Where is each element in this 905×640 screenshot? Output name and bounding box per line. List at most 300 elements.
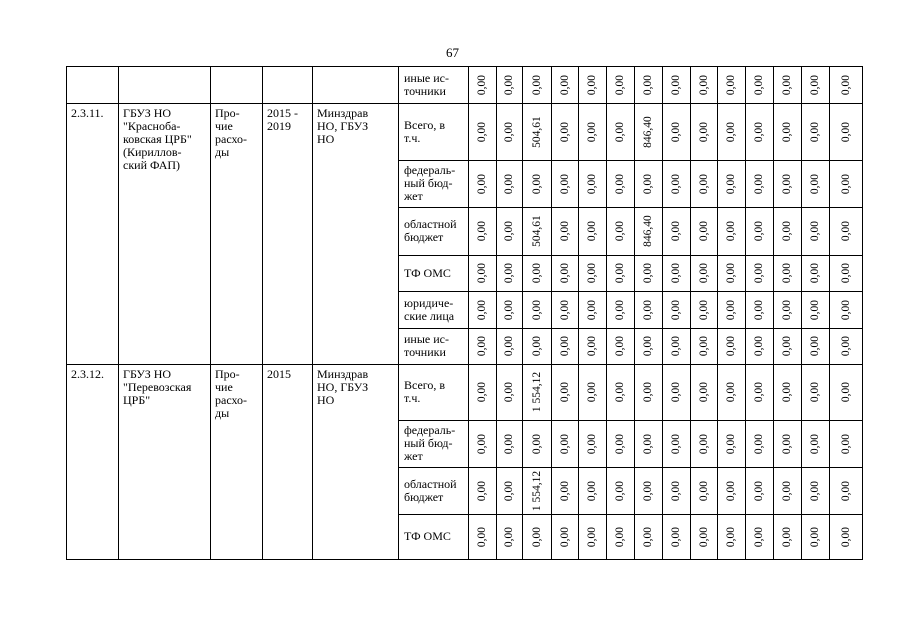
- value-text: 0,00: [503, 433, 515, 454]
- value-cell: [468, 467, 496, 514]
- value-cell: [551, 66, 578, 103]
- value-text: 0,00: [558, 121, 571, 142]
- value-cell: [634, 328, 662, 364]
- value-text: 0,00: [476, 335, 488, 357]
- value-cell: [634, 291, 662, 328]
- value-text: 0,00: [586, 335, 598, 357]
- value-cell: [773, 328, 801, 364]
- value-text: 0,00: [839, 480, 852, 501]
- funding-source-label: областной бюджет: [404, 476, 457, 504]
- value-text: 0,00: [530, 299, 543, 320]
- value-cell: [690, 255, 717, 291]
- value-text: 0,00: [642, 299, 654, 320]
- value-cell: [745, 160, 773, 207]
- value-cell: [496, 207, 522, 255]
- value-text: 0,00: [781, 262, 793, 284]
- value-text: 0,00: [530, 262, 543, 284]
- value-text: 0,00: [781, 220, 793, 242]
- value-text: 0,00: [503, 335, 515, 357]
- funding-source-label: ТФ ОМС: [404, 529, 451, 543]
- value-cell: [690, 207, 717, 255]
- value-cell: [578, 467, 606, 514]
- value-text: 0,00: [642, 433, 654, 454]
- value-text: 0,00: [809, 299, 821, 320]
- value-cell: [690, 66, 717, 103]
- value-cell: [829, 66, 862, 103]
- value-cell: [745, 328, 773, 364]
- value-text: 0,00: [839, 262, 852, 284]
- value-cell: [829, 255, 862, 291]
- value-cell: [829, 160, 862, 207]
- value-text: 0,00: [530, 335, 543, 357]
- value-text: 0,00: [809, 526, 821, 547]
- funding-source-label: федераль- ный бюд- жет: [404, 163, 456, 203]
- value-text: 0,00: [697, 173, 710, 194]
- funding-source-label: ТФ ОМС: [404, 265, 451, 280]
- value-text: 0,00: [670, 480, 682, 501]
- value-cell: [801, 207, 829, 255]
- value-text: 0,00: [839, 381, 852, 403]
- value-text: 0,00: [781, 480, 793, 501]
- value-cell: [606, 328, 634, 364]
- value-text: 0,00: [725, 220, 737, 242]
- value-text: 504,61: [530, 215, 543, 247]
- value-text: 0,00: [670, 526, 682, 547]
- funding-source-label: юридиче- ские лица: [404, 295, 455, 323]
- value-text: 0,00: [476, 381, 488, 403]
- value-text: 0,00: [753, 74, 765, 95]
- value-text: 0,00: [476, 526, 488, 547]
- value-cell: [606, 66, 634, 103]
- value-text: 0,00: [503, 121, 515, 142]
- value-text: 0,00: [839, 335, 852, 357]
- value-text: 0,00: [670, 335, 682, 357]
- value-text: 0,00: [503, 74, 515, 95]
- value-text: 0,00: [530, 173, 543, 194]
- value-cell: [496, 328, 522, 364]
- value-text: 0,00: [753, 480, 765, 501]
- value-cell: [745, 467, 773, 514]
- table-grid-line: [578, 66, 579, 560]
- value-cell: [578, 66, 606, 103]
- table-grid-line: [551, 66, 552, 560]
- value-cell: [717, 420, 745, 467]
- value-text: 0,00: [697, 220, 710, 242]
- value-cell: [522, 255, 551, 291]
- value-text: 0,00: [476, 173, 488, 194]
- table-grid-line: [522, 66, 523, 560]
- value-cell: [634, 160, 662, 207]
- value-cell: [634, 103, 662, 160]
- value-text: 0,00: [642, 262, 654, 284]
- value-cell: [829, 103, 862, 160]
- value-cell: [662, 160, 690, 207]
- value-text: 0,00: [725, 262, 737, 284]
- value-cell: [801, 328, 829, 364]
- value-text: 0,00: [809, 433, 821, 454]
- value-cell: [801, 467, 829, 514]
- value-text: 0,00: [670, 433, 682, 454]
- value-text: 0,00: [697, 299, 710, 320]
- value-cell: [522, 291, 551, 328]
- value-text: 0,00: [614, 433, 626, 454]
- value-text: 0,00: [725, 121, 737, 142]
- value-text: 0,00: [586, 173, 598, 194]
- value-text: 0,00: [476, 121, 488, 142]
- value-cell: [522, 514, 551, 559]
- value-cell: [468, 514, 496, 559]
- value-text: 0,00: [586, 262, 598, 284]
- value-cell: [801, 514, 829, 559]
- value-cell: [551, 160, 578, 207]
- value-text: 0,00: [697, 526, 710, 547]
- value-cell: [745, 207, 773, 255]
- value-cell: [578, 103, 606, 160]
- table-grid-line: [118, 66, 119, 560]
- value-text: 0,00: [839, 173, 852, 194]
- value-text: 0,00: [670, 173, 682, 194]
- value-text: 846,40: [642, 115, 654, 148]
- value-text: 0,00: [753, 121, 765, 142]
- value-cell: [829, 514, 862, 559]
- value-text: 0,00: [725, 381, 737, 403]
- value-cell: [551, 364, 578, 420]
- value-text: 0,00: [670, 74, 682, 95]
- value-cell: [662, 66, 690, 103]
- value-text: 0,00: [558, 526, 571, 547]
- value-text: 0,00: [614, 74, 626, 95]
- value-text: 0,00: [781, 381, 793, 403]
- table-grid-line: [66, 66, 67, 560]
- value-text: 0,00: [503, 381, 515, 403]
- value-text: 0,00: [809, 335, 821, 357]
- value-cell: [468, 255, 496, 291]
- value-cell: [717, 207, 745, 255]
- value-text: 0,00: [476, 262, 488, 284]
- value-text: 0,00: [614, 526, 626, 547]
- value-cell: [606, 207, 634, 255]
- value-cell: [801, 420, 829, 467]
- table-grid-line: [717, 66, 718, 560]
- value-text: 0,00: [697, 121, 710, 142]
- funding-source-label: иные ис- точники: [404, 332, 449, 359]
- value-text: 0,00: [476, 74, 488, 95]
- value-text: 0,00: [725, 526, 737, 547]
- value-cell: [551, 467, 578, 514]
- value-text: 0,00: [725, 299, 737, 320]
- funding-source-label: иные ис- точники: [404, 70, 449, 98]
- value-text: 0,00: [614, 335, 626, 357]
- expense-type: Про- чие расхо- ды: [215, 368, 248, 420]
- table-grid-line: [66, 103, 863, 104]
- value-cell: [496, 364, 522, 420]
- value-text: 0,00: [753, 173, 765, 194]
- value-text: 0,00: [586, 526, 598, 547]
- value-text: 0,00: [586, 74, 598, 95]
- value-text: 0,00: [781, 74, 793, 95]
- value-text: 0,00: [503, 220, 515, 242]
- value-text: 0,00: [503, 262, 515, 284]
- value-cell: [829, 467, 862, 514]
- funding-source-label: областной бюджет: [404, 217, 457, 244]
- value-text: 0,00: [839, 121, 852, 142]
- value-text: 0,00: [558, 480, 571, 501]
- value-cell: [662, 328, 690, 364]
- executor: Минздрав НО, ГБУЗ НО: [317, 107, 369, 146]
- value-text: 0,00: [670, 299, 682, 320]
- period: 2015: [267, 368, 291, 381]
- value-cell: [496, 103, 522, 160]
- value-text: 0,00: [697, 433, 710, 454]
- value-text: 0,00: [809, 262, 821, 284]
- funding-source-label: Всего, в т.ч.: [404, 378, 446, 405]
- item-number: 2.3.11.: [71, 107, 104, 120]
- value-text: 0,00: [476, 220, 488, 242]
- funding-source-label: федераль- ный бюд- жет: [404, 423, 456, 463]
- value-cell: [468, 364, 496, 420]
- value-cell: [496, 255, 522, 291]
- value-cell: [690, 420, 717, 467]
- value-cell: [634, 207, 662, 255]
- value-cell: [801, 103, 829, 160]
- value-text: 0,00: [670, 381, 682, 403]
- value-cell: [496, 160, 522, 207]
- value-cell: [773, 364, 801, 420]
- value-cell: [717, 514, 745, 559]
- value-text: 0,00: [558, 74, 571, 95]
- value-text: 0,00: [586, 121, 598, 142]
- value-cell: [829, 420, 862, 467]
- institution-name: ГБУЗ НО "Перевозская ЦРБ": [123, 368, 192, 407]
- value-text: 0,00: [530, 74, 543, 95]
- value-cell: [522, 207, 551, 255]
- value-text: 0,00: [586, 480, 598, 501]
- value-text: 0,00: [642, 74, 654, 95]
- table-grid-line: [312, 66, 313, 560]
- value-text: 0,00: [725, 335, 737, 357]
- value-cell: [551, 103, 578, 160]
- table-grid-line: [690, 66, 691, 560]
- value-cell: [522, 160, 551, 207]
- value-text: 0,00: [642, 335, 654, 357]
- value-text: 0,00: [781, 526, 793, 547]
- value-text: 0,00: [586, 299, 598, 320]
- value-text: 0,00: [586, 433, 598, 454]
- value-cell: [468, 66, 496, 103]
- value-cell: [745, 66, 773, 103]
- value-text: 0,00: [586, 220, 598, 242]
- value-cell: [801, 66, 829, 103]
- table-grid-line: [398, 66, 399, 560]
- value-cell: [634, 420, 662, 467]
- value-cell: [468, 103, 496, 160]
- value-cell: [773, 255, 801, 291]
- value-text: 0,00: [725, 433, 737, 454]
- value-cell: [801, 364, 829, 420]
- value-text: 0,00: [725, 480, 737, 501]
- value-cell: [522, 420, 551, 467]
- value-cell: [606, 255, 634, 291]
- value-text: 0,00: [558, 433, 571, 454]
- table-grid-line: [210, 66, 211, 560]
- value-cell: [551, 420, 578, 467]
- value-cell: [829, 291, 862, 328]
- value-cell: [522, 364, 551, 420]
- value-cell: [522, 328, 551, 364]
- table-grid-line: [801, 66, 802, 560]
- value-cell: [634, 364, 662, 420]
- period: 2015 - 2019: [267, 107, 298, 133]
- value-cell: [496, 66, 522, 103]
- value-text: 1 554,12: [530, 371, 543, 413]
- value-text: 0,00: [809, 121, 821, 142]
- value-cell: [662, 364, 690, 420]
- value-text: 0,00: [697, 335, 710, 357]
- value-cell: [662, 514, 690, 559]
- value-text: 0,00: [725, 74, 737, 95]
- value-cell: [634, 255, 662, 291]
- value-text: 0,00: [503, 526, 515, 547]
- value-text: 0,00: [697, 74, 710, 95]
- value-text: 0,00: [753, 335, 765, 357]
- value-text: 0,00: [809, 220, 821, 242]
- table-grid-line: [262, 66, 263, 560]
- value-cell: [578, 255, 606, 291]
- value-text: 0,00: [753, 220, 765, 242]
- value-cell: [801, 255, 829, 291]
- page-number: 67: [446, 45, 459, 60]
- table-grid-line: [606, 66, 607, 560]
- value-cell: [745, 291, 773, 328]
- value-cell: [578, 291, 606, 328]
- value-text: 0,00: [586, 381, 598, 403]
- value-text: 0,00: [670, 220, 682, 242]
- institution-name: ГБУЗ НО "Красноба- ковская ЦРБ" (Кириллов- ский ФАП): [123, 107, 192, 172]
- value-cell: [468, 291, 496, 328]
- value-cell: [468, 160, 496, 207]
- value-cell: [662, 207, 690, 255]
- value-text: 1 554,12: [530, 470, 543, 511]
- value-text: 0,00: [781, 299, 793, 320]
- value-cell: [773, 160, 801, 207]
- value-text: 0,00: [753, 381, 765, 403]
- value-cell: [829, 364, 862, 420]
- value-cell: [801, 291, 829, 328]
- value-text: 0,00: [503, 480, 515, 501]
- value-text: 0,00: [753, 526, 765, 547]
- value-text: 0,00: [753, 433, 765, 454]
- value-cell: [634, 66, 662, 103]
- value-text: 0,00: [697, 262, 710, 284]
- value-cell: [717, 160, 745, 207]
- item-number: 2.3.12.: [71, 368, 104, 381]
- value-cell: [578, 207, 606, 255]
- value-text: 0,00: [558, 262, 571, 284]
- value-text: 0,00: [670, 262, 682, 284]
- value-cell: [551, 207, 578, 255]
- value-cell: [522, 103, 551, 160]
- value-cell: [551, 291, 578, 328]
- value-cell: [745, 103, 773, 160]
- value-cell: [829, 207, 862, 255]
- table-grid-line: [66, 364, 863, 365]
- value-text: 504,61: [530, 115, 543, 148]
- value-cell: [634, 514, 662, 559]
- value-cell: [690, 467, 717, 514]
- value-cell: [578, 160, 606, 207]
- value-text: 0,00: [809, 74, 821, 95]
- table-grid-line: [468, 66, 469, 560]
- value-cell: [690, 103, 717, 160]
- value-text: 0,00: [753, 262, 765, 284]
- value-text: 0,00: [725, 173, 737, 194]
- value-cell: [606, 467, 634, 514]
- value-text: 0,00: [670, 121, 682, 142]
- value-cell: [662, 291, 690, 328]
- value-cell: [496, 467, 522, 514]
- value-text: 0,00: [614, 121, 626, 142]
- table-grid-line: [66, 66, 863, 67]
- funding-source-label: Всего, в т.ч.: [404, 117, 446, 145]
- value-cell: [717, 328, 745, 364]
- value-text: 0,00: [503, 173, 515, 194]
- table-grid-line: [662, 66, 663, 560]
- value-cell: [717, 291, 745, 328]
- value-cell: [690, 514, 717, 559]
- value-cell: [578, 514, 606, 559]
- value-cell: [745, 255, 773, 291]
- value-text: 0,00: [558, 299, 571, 320]
- value-cell: [606, 291, 634, 328]
- value-text: 0,00: [558, 220, 571, 242]
- value-text: 0,00: [614, 262, 626, 284]
- value-cell: [606, 103, 634, 160]
- value-cell: [551, 255, 578, 291]
- value-cell: [496, 420, 522, 467]
- value-cell: [606, 420, 634, 467]
- value-cell: [634, 467, 662, 514]
- value-text: 0,00: [809, 173, 821, 194]
- value-cell: [773, 66, 801, 103]
- value-cell: [662, 255, 690, 291]
- value-cell: [745, 364, 773, 420]
- value-text: 0,00: [614, 480, 626, 501]
- value-text: 0,00: [697, 480, 710, 501]
- value-text: 0,00: [558, 173, 571, 194]
- value-cell: [662, 467, 690, 514]
- table-grid-line: [862, 66, 863, 560]
- value-text: 0,00: [781, 433, 793, 454]
- value-text: 0,00: [809, 480, 821, 501]
- value-cell: [468, 420, 496, 467]
- value-text: 0,00: [476, 480, 488, 501]
- value-cell: [773, 514, 801, 559]
- value-cell: [745, 420, 773, 467]
- value-cell: [773, 103, 801, 160]
- value-cell: [578, 364, 606, 420]
- table-grid-line: [66, 559, 863, 560]
- table-grid-line: [634, 66, 635, 560]
- value-cell: [522, 467, 551, 514]
- value-cell: [606, 160, 634, 207]
- value-cell: [773, 467, 801, 514]
- value-cell: [773, 291, 801, 328]
- table-grid-line: [745, 66, 746, 560]
- value-text: 0,00: [781, 173, 793, 194]
- value-text: 0,00: [476, 433, 488, 454]
- value-cell: [690, 328, 717, 364]
- value-cell: [717, 66, 745, 103]
